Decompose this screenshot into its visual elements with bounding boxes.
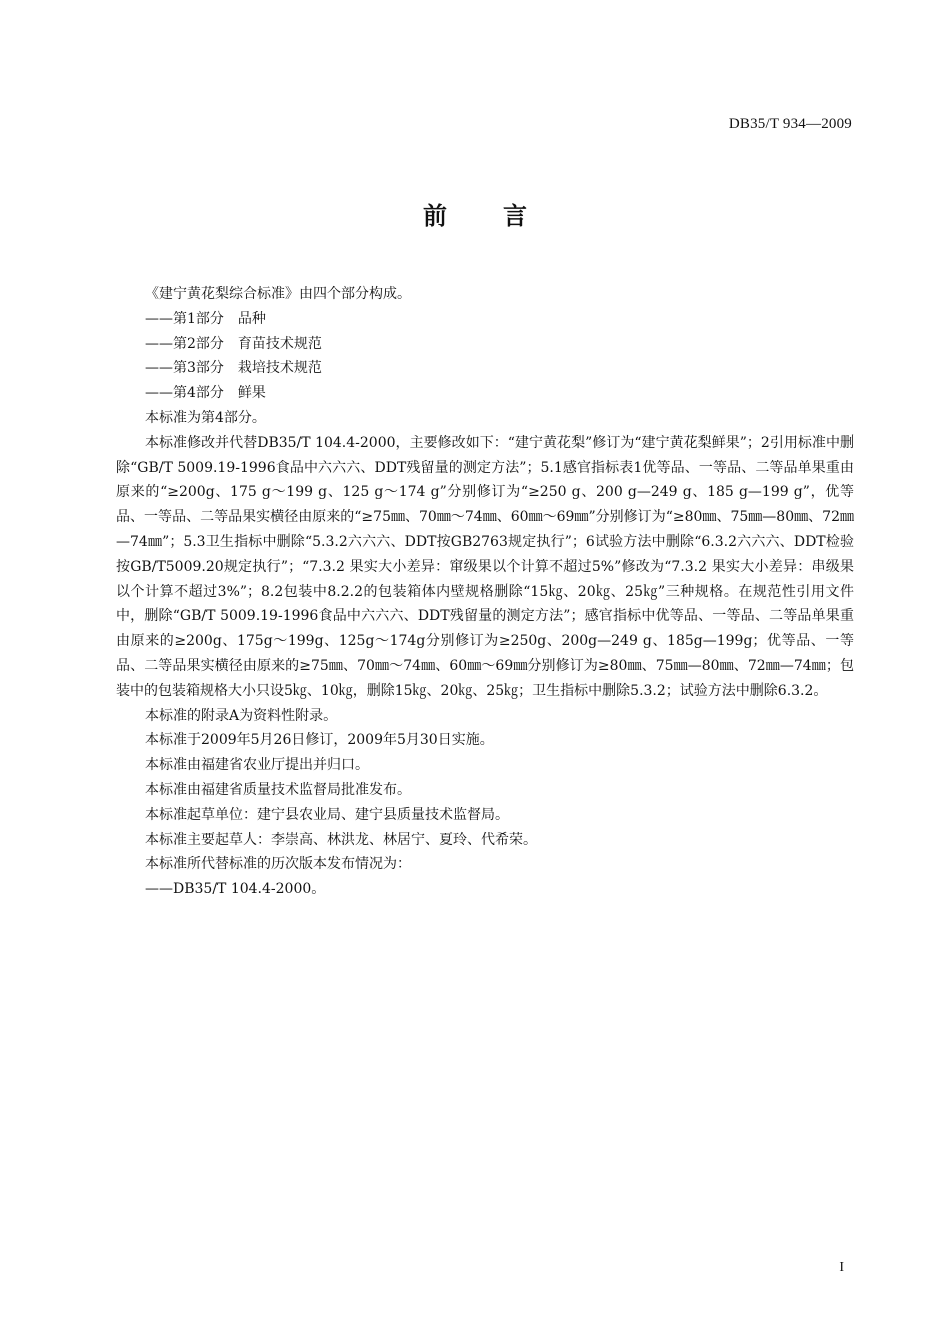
page-title: 前言	[423, 202, 583, 230]
list-item-part3: ——第3部分 栽培技术规范	[145, 360, 322, 377]
page-number: I	[839, 1260, 844, 1275]
list-item-part2: ——第2部分 育苗技术规范	[145, 335, 322, 352]
drafting-units-paragraph: 本标准起草单位：建宁县农业局、建宁县质量技术监督局。	[145, 806, 509, 823]
drafters-paragraph: 本标准主要起草人：李崇高、林洪龙、林居宁、夏玲、代希荣。	[145, 831, 537, 848]
history-item: ——DB35/T 104.4-2000。	[145, 881, 326, 898]
revision-paragraph: 本标准修改并代替DB35/T 104.4-2000，主要修改如下：“建宁黄花梨”修订为“建宁黄花梨鲜果”；2引用标准中删除“GB/T 5009.19-1996食品中六六六、DDT残留量的测定方法”；5.1感官指标表1优等品、一等品、二等品单果重由原来的“≥200g、175 g～199 g、125 g～174 g”分别修订为“≥250 g、200 g—249 g、185 g—199 g”，优等品、一等品、二等品果实横径由原来的“≥75㎜、70㎜～74㎜、60㎜～69㎜”分别修订为“≥80㎜、75㎜—80㎜、72㎜—74㎜”；5.3卫生指标中删除“5.3.2六六六、DDT按GB2763规定执行”；6试验方法中删除“6.3.2六六六、DDT检验按GB/T5009.20规定执行”；“7.3.2 果实大小差异：窜级果以个计算不超过5%”修改为“7.3.2 果实大小差异：串级果以个计算不超过3%”；8.2包装中8.2.2的包装箱体内壁规格删除“15㎏、20㎏、25㎏”三种规格。在规范性引用文件中，删除“GB/T 5009.19-1996食品中六六六、DDT残留量的测定方法”；感官指标中优等品、一等品、二等品单果重由原来的≥200g、175g～199g、125g～174g分别修订为≥250g、200g—249 g、185g—199g；优等品、一等品、二等品果实横径由原来的≥75㎜、70㎜～74㎜、60㎜～69㎜分别修订为≥80㎜、75㎜—80㎜、72㎜—74㎜；包装中的包装箱规格大小只设5㎏、10㎏，删除15㎏、20㎏、25㎏；卫生指标中删除5.3.2；试验方法中删除6.3.2。	[116, 434, 854, 699]
foreword-body	[116, 282, 854, 902]
list-item-part4: ——第4部分 鲜果	[145, 385, 266, 402]
this-part-paragraph: 本标准为第4部分。	[145, 409, 266, 426]
approved-paragraph: 本标准由福建省质量技术监督局批准发布。	[145, 781, 411, 798]
proposed-paragraph: 本标准由福建省农业厅提出并归口。	[145, 757, 369, 774]
document-code: DB35/T 934—2009	[728, 116, 852, 132]
appendix-paragraph: 本标准的附录A为资料性附录。	[145, 707, 338, 724]
list-item-part1: ——第1部分 品种	[145, 310, 266, 327]
history-intro-paragraph: 本标准所代替标准的历次版本发布情况为：	[145, 856, 411, 873]
intro-paragraph: 《建宁黄花梨综合标准》由四个部分构成。	[145, 286, 411, 302]
dates-paragraph: 本标准于2009年5月26日修订，2009年5月30日实施。	[145, 732, 494, 749]
